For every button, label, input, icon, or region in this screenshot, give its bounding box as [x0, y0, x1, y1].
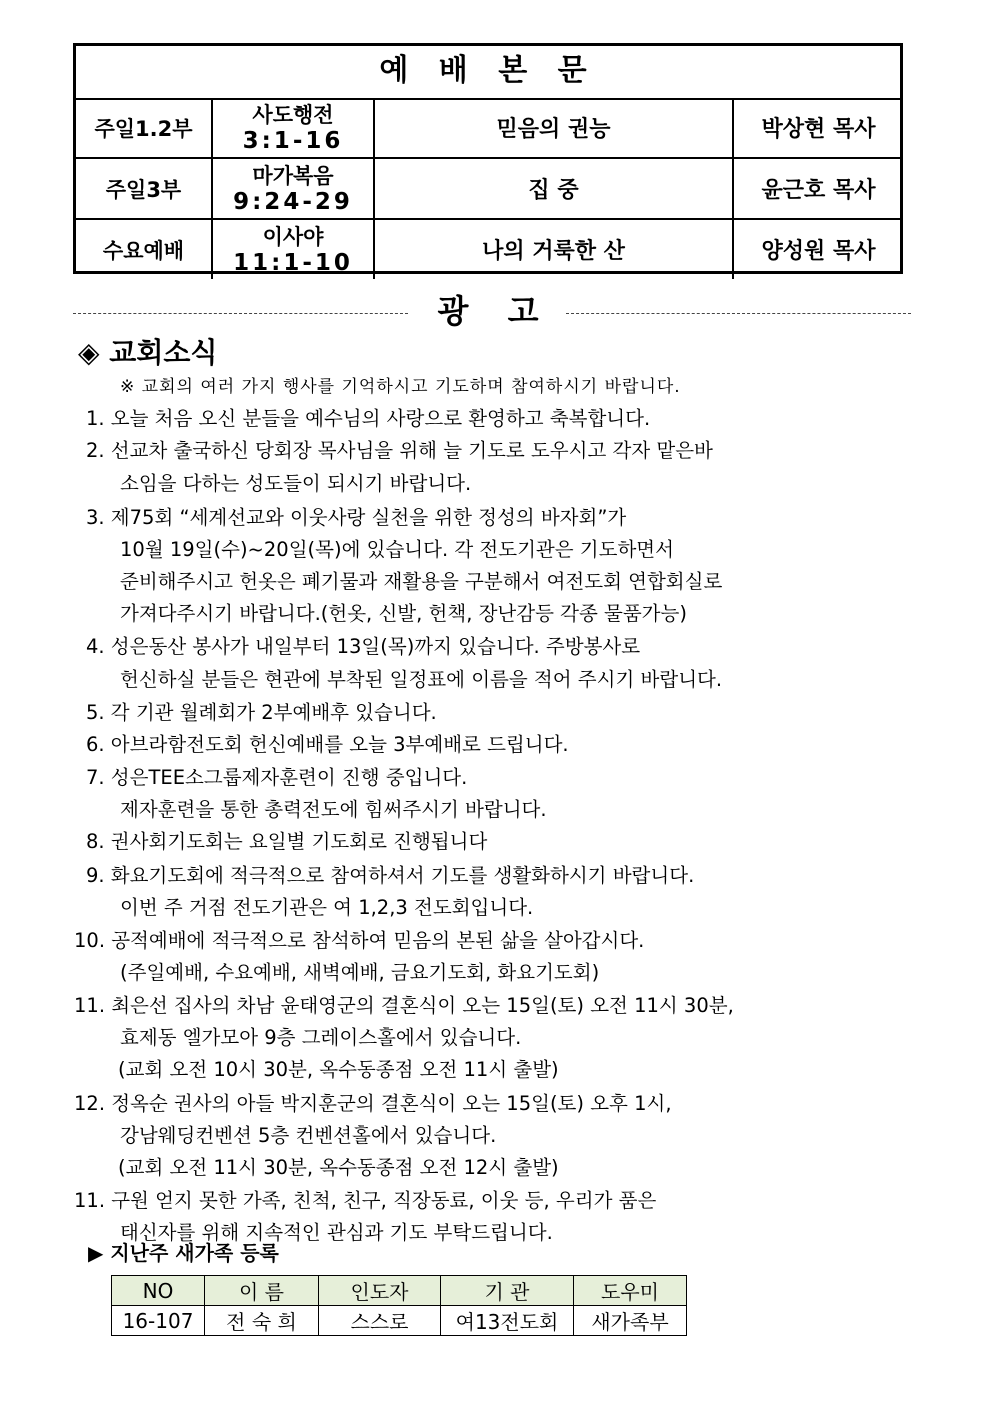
new-family-table [111, 1275, 687, 1336]
notice-line: 소임을 다하는 성도들이 되시기 바랍니다. [120, 472, 472, 495]
notice-line: 강남웨딩컨벤션 5층 컨벤션홀에서 있습니다. [120, 1124, 497, 1147]
notice-line: 가져다주시기 바랍니다.(헌옷, 신발, 헌책, 장난감등 각종 물품가능) [120, 602, 687, 625]
notice-line: 준비해주시고 헌옷은 폐기물과 재활용을 구분해서 여전도회 연합회실로 [120, 570, 723, 593]
notice-line: 8. 권사회기도회는 요일별 기도회로 진행됩니다 [86, 830, 488, 853]
table-header-row [112, 1276, 687, 1306]
notice-line: 4. 성은동산 봉사가 내일부터 13일(목)까지 있습니다. 주방봉사로 [86, 635, 641, 658]
sermon-row [76, 159, 900, 220]
sermon-topic: 나의 거룩한 산 [375, 220, 734, 279]
notice-line: 6. 아브라함전도회 헌신예배를 오늘 3부예배로 드립니다. [86, 733, 569, 756]
notice-line: (교회 오전 11시 30분, 옥수동종점 오전 12시 출발) [118, 1156, 559, 1179]
table-cell: 16-107 [112, 1306, 205, 1336]
notice-line: 9. 화요기도회에 적극적으로 참여하셔서 기도를 생활화하시기 바랍니다. [86, 864, 695, 887]
notice-line: 효제동 엘가모아 9층 그레이스홀에서 있습니다. [120, 1026, 522, 1049]
table-cell: 전 숙 희 [205, 1306, 319, 1336]
divider-right [566, 313, 911, 314]
scripture-ref: 9:24-29 [233, 188, 353, 215]
notice-line: 5. 각 기관 월례회가 2부예배후 있습니다. [86, 701, 437, 724]
scripture-ref: 11:1-10 [233, 249, 353, 276]
notice-line: (교회 오전 10시 30분, 옥수동종점 오전 11시 출발) [118, 1058, 559, 1081]
preacher: 윤근호 목사 [761, 178, 876, 203]
service-name: 주일3부 [76, 159, 213, 218]
preacher: 양성원 목사 [761, 239, 876, 264]
sermon-row [76, 98, 900, 159]
scripture [213, 220, 375, 279]
sermon-table-title: 예 배 본 문 [76, 46, 900, 100]
notice-line: 태신자를 위해 지속적인 관심과 기도 부탁드립니다. [120, 1221, 553, 1244]
new-family-label: ▶ 지난주 새가족 등록 [88, 1241, 279, 1265]
scripture [213, 98, 375, 157]
column-header: 도우미 [574, 1276, 687, 1306]
notice-line: 10. 공적예배에 적극적으로 참석하여 믿음의 본된 삶을 살아갑시다. [74, 929, 645, 952]
column-header: 이 름 [205, 1276, 319, 1306]
table-cell: 스스로 [319, 1306, 441, 1336]
sermon-row [76, 220, 900, 279]
notice-line: 12. 정옥순 권사의 아들 박지훈군의 결혼식이 오는 15일(토) 오후 1시, [74, 1092, 672, 1115]
church-news-subtitle: ※ 교회의 여러 가지 행사를 기억하시고 기도하며 참여하시기 바랍니다. [120, 377, 681, 397]
notice-line: 1. 오늘 처음 오신 분들을 예수님의 사랑으로 환영하고 축복합니다. [86, 407, 651, 430]
sermon-table [73, 43, 903, 274]
sermon-topic: 집 중 [375, 159, 734, 218]
notice-line: 11. 최은선 집사의 차남 윤태영군의 결혼식이 오는 15일(토) 오전 11시 30분, [74, 994, 734, 1017]
scripture-book: 이사야 [262, 224, 324, 249]
table-row [112, 1306, 687, 1336]
column-header: NO [112, 1276, 205, 1306]
scripture-ref: 3:1-16 [242, 127, 344, 154]
column-header: 기 관 [441, 1276, 574, 1306]
divider-left [73, 313, 408, 314]
notice-line: 3. 제75회 “세계선교와 이웃사랑 실천을 위한 정성의 바자회”가 [86, 506, 627, 529]
table-cell: 여13전도회 [441, 1306, 574, 1336]
notice-line: 10월 19일(수)~20일(목)에 있습니다. 각 전도기관은 기도하면서 [120, 538, 674, 561]
scripture [213, 159, 375, 218]
announcements-title: 광 고 [437, 292, 553, 330]
service-name: 주일1.2부 [76, 98, 213, 157]
sermon-topic: 믿음의 권능 [375, 98, 734, 157]
service-name: 수요예배 [76, 220, 213, 279]
notice-line: 헌신하실 분들은 현관에 부착된 일정표에 이름을 적어 주시기 바랍니다. [120, 668, 723, 691]
notice-line: 7. 성은TEE소그룹제자훈련이 진행 중입니다. [86, 766, 468, 789]
table-cell: 새가족부 [574, 1306, 687, 1336]
notice-line: 2. 선교차 출국하신 당회장 목사님을 위해 늘 기도로 도우시고 각자 맡은바 [86, 439, 713, 462]
column-header: 인도자 [319, 1276, 441, 1306]
notice-line: (주일예배, 수요예배, 새벽예배, 금요기도회, 화요기도회) [120, 961, 600, 984]
church-news-heading: ◈ 교회소식 [78, 336, 218, 369]
notice-line: 제자훈련을 통한 총력전도에 힘써주시기 바랍니다. [120, 798, 547, 821]
scripture-book: 마가복음 [252, 163, 334, 188]
notice-line: 11. 구원 얻지 못한 가족, 친척, 친구, 직장동료, 이웃 등, 우리가 품은 [74, 1189, 657, 1212]
notice-line: 이번 주 거점 전도기관은 여 1,2,3 전도회입니다. [120, 896, 534, 919]
scripture-book: 사도행전 [252, 102, 334, 127]
preacher: 박상현 목사 [761, 117, 876, 142]
